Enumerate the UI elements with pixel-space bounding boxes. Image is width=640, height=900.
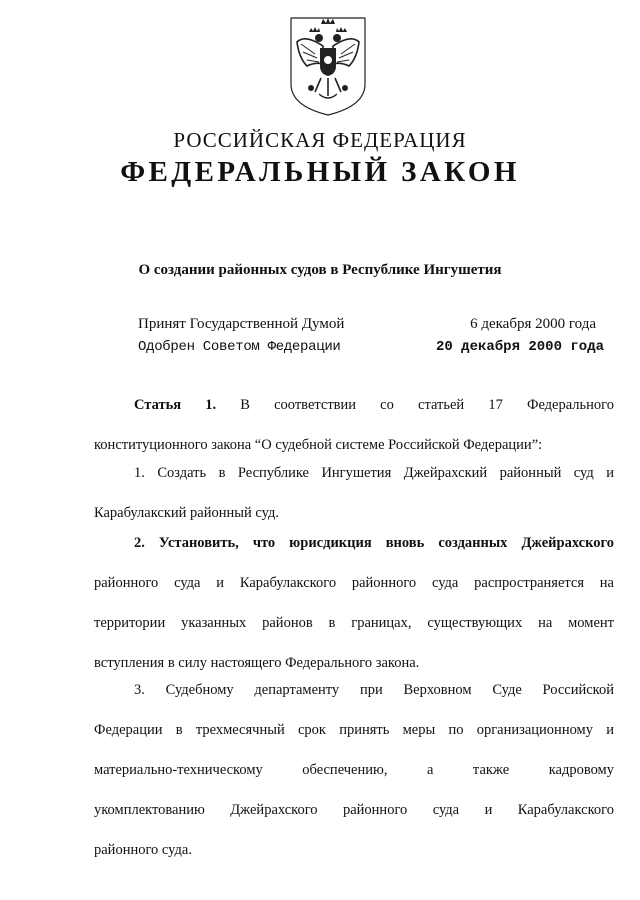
point-line: вступления в силу настоящего Федерального закона. — [94, 655, 420, 671]
council-label: Одобрен Советом Федерации — [138, 339, 341, 355]
duma-label: Принят Государственной Думой — [138, 316, 345, 332]
article-label: Статья 1. — [134, 397, 217, 413]
coat-of-arms-emblem — [285, 14, 371, 118]
point-line: 3. Судебному департаменту при Верховном Суде Российской — [134, 682, 614, 698]
article-line: конституционного закона “О судебной системе Российской Федерации”: — [94, 437, 543, 453]
country-heading: РОССИЙСКАЯ ФЕДЕРАЦИЯ — [173, 128, 467, 152]
point-2 — [94, 523, 614, 683]
duma-date: 6 декабря 2000 года — [470, 316, 596, 332]
point-line: 1. Создать в Республике Ингушетия Джейрахский районный суд и — [134, 465, 614, 481]
point-3 — [94, 670, 614, 870]
point-1 — [94, 453, 614, 533]
article-line: Статья 1. В соответствии со статьей 17 Федерального — [134, 397, 615, 413]
point-2-lead: 2. Установить, — [134, 535, 239, 551]
point-line: Федерации в трехмесячный срок принять меры по организационному и — [94, 722, 614, 738]
point-line: районного суда. — [94, 842, 192, 858]
point-line: Карабулакский районный суд. — [94, 505, 279, 521]
law-type-heading: ФЕДЕРАЛЬНЫЙ ЗАКОН — [120, 156, 520, 188]
point-line: территории указанных районов в границах, существующих на момент — [94, 615, 614, 631]
council-date: 20 декабря 2000 года — [435, 339, 604, 355]
point-line: укомплектованию Джейрахского районного суда и Карабулакского — [94, 802, 614, 818]
law-title: О создании районных судов в Республике Ингушетия — [138, 262, 502, 278]
point-line: материально-техническому обеспечению, а также кадровому — [94, 762, 614, 778]
point-line: 2. Установить, что юрисдикция вновь созданных Джейрахского — [134, 535, 615, 551]
point-line: районного суда и Карабулакского районного суда распространяется на — [94, 575, 614, 591]
